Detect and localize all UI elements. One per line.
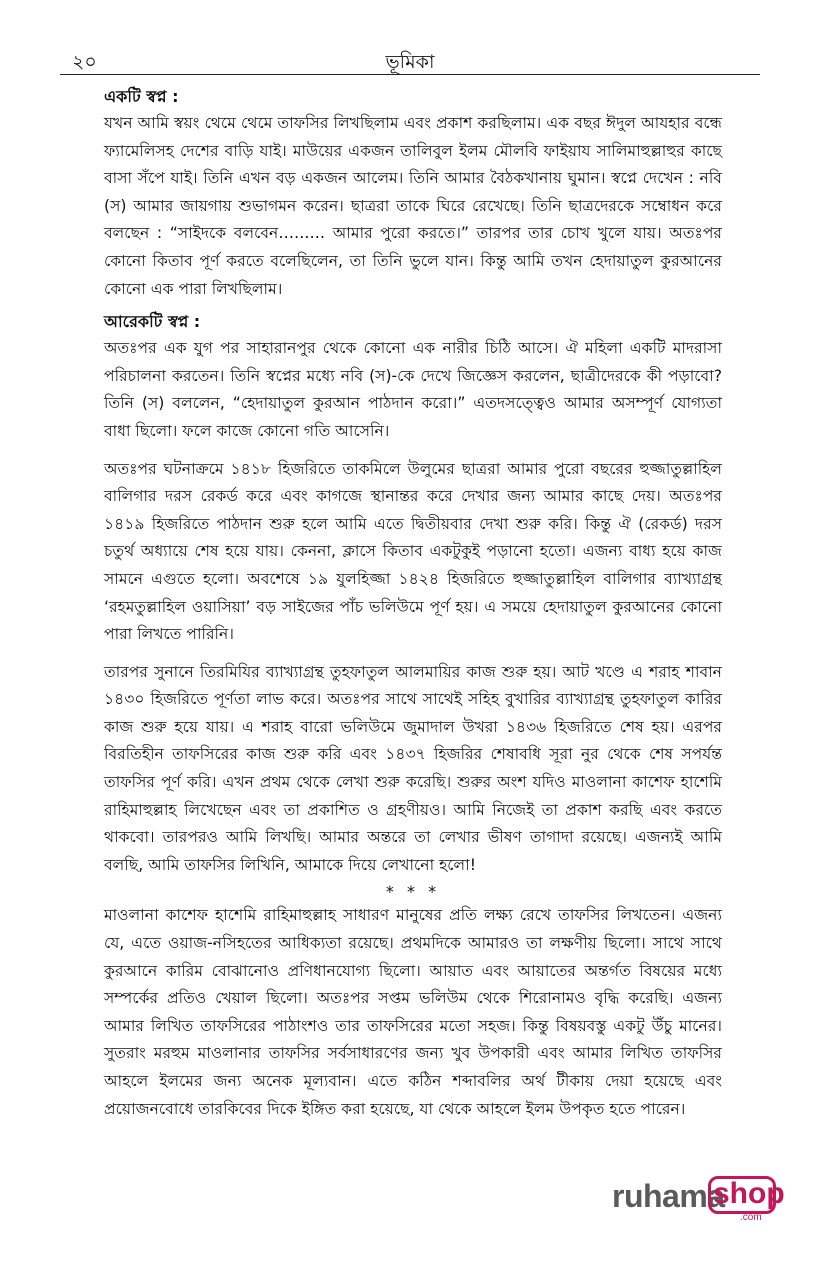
paragraph: অতঃপর ঘটনাক্রমে ১৪১৮ হিজরিতে তাকমিলে উলুমের ছাত্ররা আমার পুরো বছরের হুজ্জাতুল্লাহিল বালিগার দরস রেকর্ড করে এবং কাগজে স্থানান্তর করে দেখার জন্য আমার কাছে দেয়। অতঃপর ১৪১৯ হিজরিতে পাঠদান শুরু হলে আমি এতে দ্বিতীয়বার দেখা শুরু করি। কিন্তু ঐ (রেকর্ড) দরস চতুর্থ অধ্যায়ে শেষ হয়ে যায়। কেননা, ক্লাসে কিতাব একটুকুই পড়ানো হতো। এজন্য বাধ্য হয়ে কাজ সামনে এগুতে হলো। অবশেষে ১৯ যুলহিজ্জা ১৪২৪ হিজরিতে হুজ্জাতুল্লাহিল বালিগার ব্যাখ্যাগ্রন্থ ‘রহমতুল্লাহিল ওয়াসিয়া’ বড় সাইজের পাঁচ ভলিউমে পূর্ণ হয়। এ সময়ে হেদায়াতুল কুরআনের কোনো পারা লিখতে পারিনি। [104, 459, 722, 644]
paragraph: অতঃপর এক যুগ পর সাহারানপুর থেকে কোনো এক নারীর চিঠি আসে। ঐ মহিলা একটি মাদরাসা পরিচালনা করতেন। তিনি স্বপ্নের মধ্যে নবি (স)-কে দেখে জিজ্ঞেস করলেন, ছাত্রীদেরকে কী পড়াবো? তিনি (স) বললেন, “হেদায়াতুল কুরআন পাঠদান করো।” এতদসত্ত্বেও আমার অসম্পূর্ণ যোগ্যতা বাধা ছিলো। ফলে কাজে কোনো গতি আসেনি। [104, 339, 722, 440]
logo-text-domain: .com [740, 1212, 762, 1223]
paragraph: যখন আমি স্বয়ং থেমে থেমে তাফসির লিখছিলাম এবং প্রকাশ করছিলাম। এক বছর ঈদুল আযহার বন্ধে ফ্যামেলিসহ দেশের বাড়ি যাই। মাউয়ের একজন তালিবুল ইলম মৌলবি ফাইয়ায সালিমাহুল্লাহুর কাছে বাসা সঁপে যাই। তিনি এখন বড় একজন আলেম। তিনি আমার বৈঠকখানায় ঘুমান। স্বপ্নে দেখেন : নবি (স) আমার জায়গায় শুভাগমন করেন। ছাত্ররা তাকে ঘিরে রেখেছে। তিনি ছাত্রদেরকে সম্বোধন করে বলছেন : “সাইদকে বলবেন……… আমার পুরো করতে।” তারপর তার চোখ খুলে যায়। অতঃপর কোনো কিতাব পূর্ণ করতে বলেছিলেন, তা তিনি ভুলে যান। কিন্তু আমি তখন হেদায়াতুল কুরআনের কোনো এক পারা লিখছিলাম। [104, 114, 722, 298]
logo-text-ruhama: ruhama [612, 1178, 725, 1214]
body-text [104, 84, 722, 1128]
page-number: ২০ [72, 51, 97, 73]
logo-text-shop: shop [713, 1177, 785, 1210]
section-heading-first-dream: একটি স্বপ্ন : [104, 87, 179, 106]
section-heading-second-dream: আরেকটি স্বপ্ন : [104, 312, 201, 332]
publisher-logo [612, 1174, 785, 1223]
section-separator: * * * [385, 882, 441, 902]
paragraph: মাওলানা কাশেফ হাশেমি রাহিমাহুল্লাহ সাধারণ মানুষের প্রতি লক্ষ্য রেখে তাফসির লিখতেন। এজন্য যে, এতে ওয়াজ-নসিহতের আধিক্যতা রয়েছে। প্রথমদিকে আমারও তা লক্ষণীয় ছিলো। সাথে সাথে কুরআনে কারিম বোঝানোও প্রণিধানযোগ্য ছিলো। আয়াত এবং আয়াতের অন্তর্গত বিষয়ের মধ্যে সম্পর্কের প্রতিও খেয়াল ছিলো। অতঃপর সপ্তম ভলিউম থেকে শিরোনামও বৃদ্ধি করেছি। এজন্য আমার লিখিত তাফসিরের পাঠাংশও তার তাফসিরের মতো সহজ। কিন্তু বিষয়বস্তু একটু উঁচু মানের। সুতরাং মরহুম মাওলানার তাফসির সর্বসাধারণের জন্য খুব উপকারী এবং আমার লিখিত তাফসির আহলে ইলমের জন্য অনেক মূল্যবান। এতে কঠিন শব্দাবলির অর্থ টীকায় দেয়া হয়েছে এবং প্রয়োজনবোধে তারকিবের দিকে ইঙ্গিত করা হয়েছে, যা থেকে আহলে ইলম উপকৃত হতে পারেন। [104, 906, 722, 1118]
running-title: ভূমিকা [385, 51, 435, 73]
page-header [60, 44, 760, 75]
paragraph: তারপর সুনানে তিরমিযির ব্যাখ্যাগ্রন্থ তুহফাতুল আলমায়ির কাজ শুরু হয়। আট খণ্ডে এ শরাহ শাবান ১৪৩০ হিজরিতে পূর্ণতা লাভ করে। অতঃপর সাথে সাথেই সহিহ বুখারির ব্যাখ্যাগ্রন্থ তুহফাতুল কারির কাজ শুরু হয়ে যায়। এ শরাহ বারো ভলিউমে জুমাদাল উখরা ১৪৩৬ হিজরিতে শেষ হয়। এরপর বিরতিহীন তাফসিরের কাজ শুরু করি এবং ১৪৩৭ হিজরির শেষাবধি সূরা নুর থেকে শেষ সপর্যন্ত তাফসির পূর্ণ করি। এখন প্রথম থেকে লেখা শুরু করেছি। শুরুর অংশ যদিও মাওলানা কাশেফ হাশেমি রাহিমাহুল্লাহ লিখেছেন এবং তা প্রকাশিত ও গ্রহণীয়ও। আমি নিজেই তা প্রকাশ করছি এবং করতে থাকবো। তারপরও আমি লিখছি। আমার অন্তরে তা লেখার ভীষণ তাগাদা রয়েছে। এজন্যই আমি বলছি, আমি তাফসির লিখিনি, আমাকে দিয়ে লেখানো হলো! [104, 662, 722, 874]
